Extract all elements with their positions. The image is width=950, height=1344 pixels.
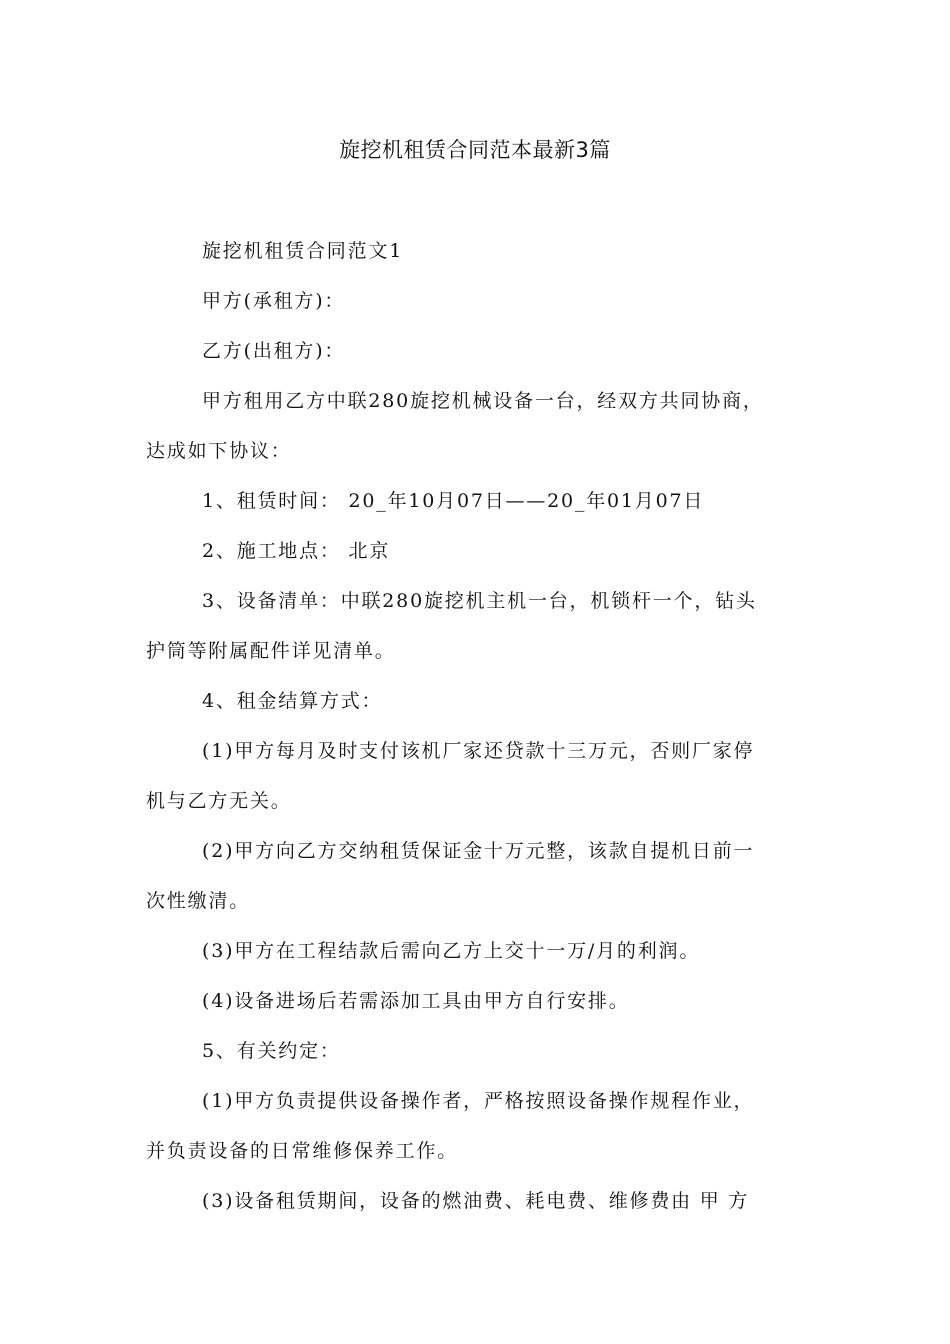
paragraph-line: 甲方租用乙方中联280旋挖机械设备一台，经双方共同协商，	[202, 390, 764, 412]
sub-clause-line: (1)甲方每月及时支付该机厂家还贷款十三万元，否则厂家停	[202, 740, 755, 762]
clause-line: 2、施工地点： 北京	[202, 540, 391, 562]
sub-clause-line: 机与乙方无关。	[146, 790, 292, 812]
clause-line: 3、设备清单：中联280旋挖机主机一台，机锁杆一个，钻头	[202, 590, 757, 612]
section-heading: 旋挖机租赁合同范文1	[202, 240, 404, 262]
party-a-line: 甲方(承租方)：	[202, 290, 346, 312]
sub-clause-line: 并负责设备的日常维修保养工作。	[146, 1140, 459, 1162]
clause-line: 5、有关约定：	[202, 1040, 341, 1062]
clause-line: 护筒等附属配件详见清单。	[146, 640, 396, 662]
sub-clause-line: (2)甲方向乙方交纳租赁保证金十万元整，该款自提机日前一	[202, 840, 755, 862]
sub-clause-line: (1)甲方负责提供设备操作者，严格按照设备操作规程作业，	[202, 1090, 755, 1112]
document-title: 旋挖机租赁合同范本最新3篇	[339, 138, 611, 162]
paragraph-line: 达成如下协议：	[146, 440, 292, 462]
clause-line: 4、租金结算方式：	[202, 690, 383, 712]
clause-line: 1、租赁时间： 20_年10月07日——20_年01月07日	[202, 490, 705, 512]
sub-clause-line: (3)设备租赁期间，设备的燃油费、耗电费、维修费由 甲 方	[202, 1190, 750, 1212]
sub-clause-line: 次性缴清。	[146, 890, 251, 912]
sub-clause-line: (4)设备进场后若需添加工具由甲方自行安排。	[202, 990, 630, 1012]
sub-clause-line: (3)甲方在工程结款后需向乙方上交十一万/月的利润。	[202, 940, 701, 962]
party-b-line: 乙方(出租方)：	[202, 340, 346, 362]
